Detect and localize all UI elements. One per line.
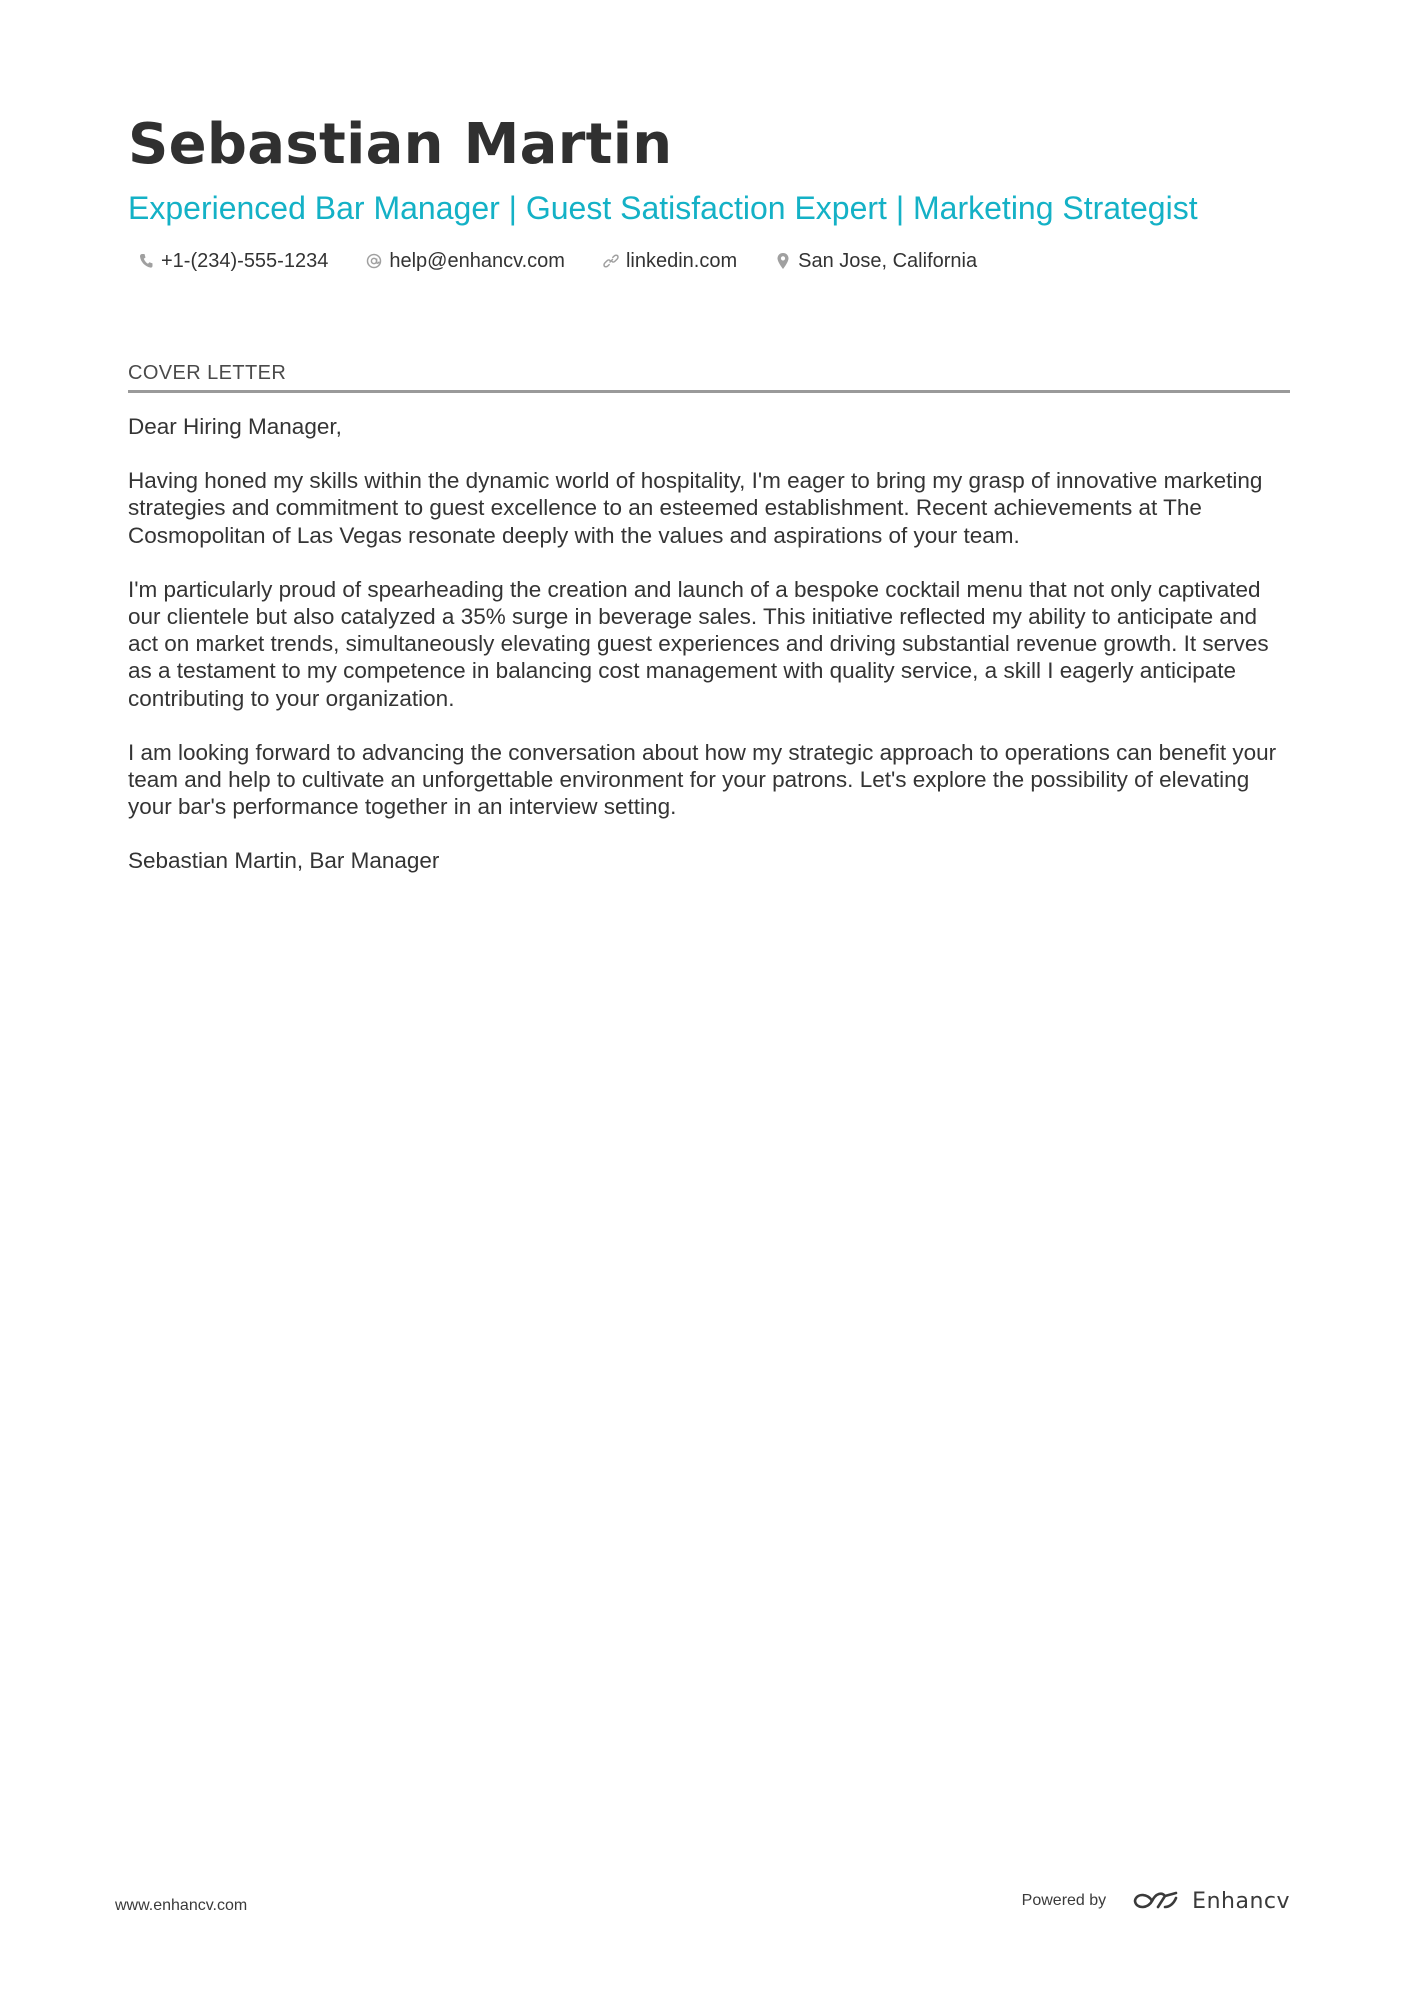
enhancv-logo-icon — [1132, 1888, 1180, 1914]
letter-paragraph: I am looking forward to advancing the conversation about how my strategic approach to operations can benefit your team and help to cultivate an unforgettable environment for your patrons. Let's explore the possibility of elevating your bar's performance together in an interview setting. — [128, 739, 1277, 820]
at-icon — [364, 251, 384, 271]
footer-branding — [1022, 1888, 1290, 1914]
letter-paragraph: Having honed my skills within the dynamic world of hospitality, I'm eager to bring my grasp of innovative marketing strategies and commitment to guest excellence to an esteemed establishment. Recent achievements at The Cosmopolitan of Las Vegas resonate deeply with the values and aspirations of your team. — [128, 468, 1263, 548]
letter-signature: Sebastian Martin, Bar Manager — [128, 848, 440, 874]
section-title-cover-letter: COVER LETTER — [128, 360, 1290, 393]
contact-phone — [128, 248, 328, 274]
footer-website[interactable]: www.enhancv.com — [115, 1897, 248, 1914]
contact-email[interactable] — [356, 248, 565, 274]
location-pin-icon — [773, 251, 793, 271]
contact-email-text[interactable]: help@enhancv.com — [389, 250, 565, 272]
candidate-name: Sebastian Martin — [128, 112, 673, 177]
enhancv-brand-name: Enhancv — [1192, 1888, 1290, 1914]
contact-linkedin-text[interactable]: linkedin.com — [625, 250, 738, 272]
contact-location-text: San Jose, California — [798, 250, 978, 272]
contact-location — [765, 248, 977, 274]
candidate-headline: Experienced Bar Manager | Guest Satisfaction Expert | Marketing Strategist — [128, 190, 1198, 226]
resume-header — [128, 108, 1288, 274]
contact-linkedin[interactable] — [593, 248, 737, 274]
phone-icon — [136, 251, 156, 271]
contact-bar — [128, 248, 1288, 274]
letter-body — [128, 413, 1288, 902]
letter-greeting: Dear Hiring Manager, — [128, 414, 342, 439]
link-icon — [601, 251, 621, 271]
powered-by-label: Powered by — [1021, 1892, 1107, 1909]
contact-phone-text: +1-(234)-555-1234 — [161, 250, 329, 272]
letter-paragraph: I'm particularly proud of spearheading the creation and launch of a bespoke cocktail menu that not only captivated our clientele but also catalyzed a 35% surge in beverage sales. This initiative reflected my ability to anticipate and act on market trends, simultaneously elevating guest experiences and driving substantial revenue growth. It serves as a testament to my competence in balancing cost management with quality service, a skill I eagerly anticipate contributing to your organization. — [128, 576, 1269, 711]
